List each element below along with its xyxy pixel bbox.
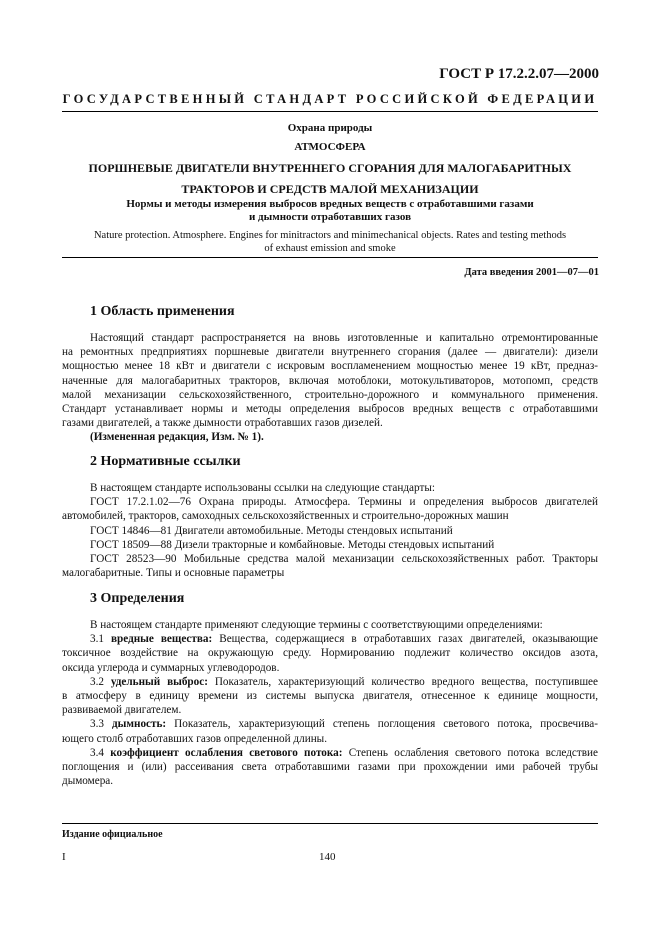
page-roman-numeral: I	[62, 851, 66, 863]
english-title-line-2: of exhaust emission and smoke	[264, 242, 396, 254]
s1-line-5: малой механизации сельскохозяйственного, строительно-дорожного и коммунального применения.	[62, 388, 598, 401]
definition-3-1-line-2: токсичное воздействие на окружающую среду. Нормированию подлежит количество оксидов азота,	[62, 647, 598, 660]
definition-3-2-line-3: развиваемой двигателем.	[62, 704, 182, 717]
ref-gost-28523-line-1: ГОСТ 28523—90 Мобильные средства малой механизации сельскохозяйственных работ. Тракторы	[90, 553, 598, 566]
definition-3-4-line-2: поглощения и (или) рассеивания света отработавшими газами при прохождении ими рабочей трубы	[62, 761, 598, 774]
english-title-line-1: Nature protection. Atmosphere. Engines for minitractors and minimechanical objects. Rates and testing methods	[93, 230, 567, 241]
term-specific-emission: удельный выброс:	[110, 675, 208, 688]
subtitle-line-1: Нормы и методы измерения выбросов вредных веществ с отработавшими газами	[126, 198, 534, 210]
footer-rule	[62, 823, 598, 824]
official-edition-label: Издание официальное	[62, 829, 163, 840]
ref-gost-18509: ГОСТ 18509—88 Дизели тракторные и комбайновые. Методы стендовых испытаний	[90, 538, 495, 551]
s1-line-2: на ремонтных предприятиях поршневые двигатели внутреннего сгорания (далее — двигатели): дизели	[62, 346, 598, 359]
definition-3-2: 3.2 удельный выброс: Показатель, характеризующий количество вредного вещества, поступившее	[90, 675, 598, 688]
amendment-note: (Измененная редакция, Изм. № 1).	[90, 431, 264, 444]
definition-3-1-line-3: оксида углерода и суммарных углеводородов.	[62, 661, 280, 674]
header-rule	[62, 111, 598, 112]
page-number: 140	[319, 851, 336, 863]
definition-3-4-line-3: дымомера.	[62, 775, 114, 788]
section-2-heading: 2 Нормативные ссылки	[90, 454, 241, 469]
main-title	[62, 158, 598, 200]
ref-gost-17-line-1: ГОСТ 17.2.1.02—76 Охрана природы. Атмосфера. Термины и определения выбросов двигателей	[90, 496, 598, 509]
s1-line-1: Настоящий стандарт распространяется на вновь изготовленные и капитально отремонтированные	[90, 332, 598, 344]
term-harmful-substances: вредные вещества:	[110, 633, 213, 646]
english-title	[62, 230, 598, 255]
section-1-body	[62, 331, 598, 445]
s1-line-6: Стандарт устанавливает нормы и методы определения выбросов вредных веществ с отработавшими	[62, 403, 598, 416]
title-atmosphere: АТМОСФЕРА	[294, 141, 366, 153]
definition-3-2-line-2: в атмосферу в единицу времени из системы выпуска двигателя, отнесенное к единице мощности,	[62, 690, 598, 703]
subtitle-line-2: и дымности отработавших газов	[248, 211, 412, 223]
s3-intro: В настоящем стандарте применяют следующие термины с соответствующими определениями:	[90, 619, 543, 631]
s1-line-7: газами двигателей, а также дымности отработавших газов дизелей.	[62, 417, 383, 430]
s1-line-4: наченные для малогабаритных тракторов, включая мотоблоки, мотокультиваторов, мотопомп, средств	[62, 374, 598, 387]
introduction-date: Дата введения 2001—07—01	[464, 267, 599, 278]
state-standard-title: ГОСУДАРСТВЕННЫЙ СТАНДАРТ РОССИЙСКОЙ ФЕДЕРАЦИИ	[62, 92, 598, 106]
s2-intro: В настоящем стандарте использованы ссылки на следующие стандарты:	[90, 482, 435, 494]
section-1-heading: 1 Область применения	[90, 304, 235, 319]
ref-gost-14846: ГОСТ 14846—81 Двигатели автомобильные. Методы стендовых испытаний	[90, 524, 453, 537]
ref-gost-17-line-2: автомобилей, тракторов, самоходных сельскохозяйственных и строительно-дорожных машин	[62, 510, 509, 523]
definition-3-4: 3.4 коэффициент ослабления светового потока: Степень ослабления светового потока вследствие	[90, 746, 599, 759]
definition-3-3-line-2: ющего столб отработавших газов определенной длины.	[62, 732, 327, 745]
term-smoke: дымность:	[111, 718, 167, 731]
title-nature-protection: Охрана природы	[287, 122, 373, 134]
term-light-attenuation-coefficient: коэффициент ослабления светового потока:	[110, 746, 343, 759]
subtitle	[62, 198, 598, 224]
section-2-body	[62, 481, 598, 580]
title-rule	[62, 257, 598, 258]
main-title-line-1: ПОРШНЕВЫЕ ДВИГАТЕЛИ ВНУТРЕННЕГО СГОРАНИЯ ДЛЯ МАЛОГАБАРИТНЫХ	[88, 161, 572, 175]
definition-3-3: 3.3 дымность: Показатель, характеризующий степень поглощения светового потока, просвечива-	[90, 718, 598, 731]
document-code: ГОСТ Р 17.2.2.07—2000	[439, 66, 599, 82]
s1-line-3: мощностью менее 18 кВт и двигатели с искровым воспламенением мощностью менее 19 кВт, предназ-	[62, 360, 598, 373]
definition-3-1: 3.1 вредные вещества: Вещества, содержащиеся в отработавших газах двигателей, оказывающие	[90, 633, 599, 646]
main-title-line-2: ТРАКТОРОВ И СРЕДСТВ МАЛОЙ МЕХАНИЗАЦИИ	[181, 182, 479, 196]
section-3-body	[62, 618, 598, 788]
section-3-heading: 3 Определения	[90, 591, 185, 606]
ref-gost-28523-line-2: малогабаритные. Типы и основные параметры	[62, 567, 285, 580]
